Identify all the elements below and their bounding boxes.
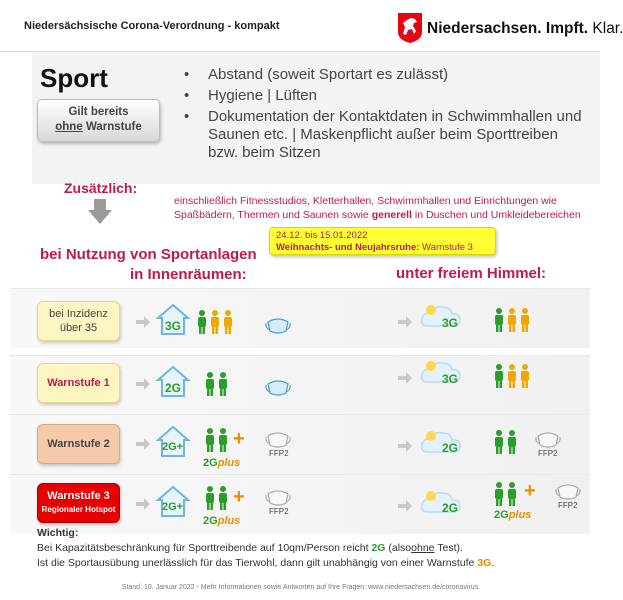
people-icon <box>197 310 237 336</box>
level-badge-warnstufe-2 <box>37 424 120 464</box>
sport-title: Sport <box>40 63 108 93</box>
level-badge-warnstufe-1 <box>37 363 120 403</box>
people-icon <box>494 430 522 456</box>
rule-tag: 2G <box>442 441 459 455</box>
gilt-bereits-badge <box>37 99 160 142</box>
logo-text <box>427 20 623 38</box>
arrow-right-icon <box>136 498 150 510</box>
people-icon <box>205 486 233 512</box>
people-icon <box>494 308 534 334</box>
level-label: Warnstufe 3 <box>47 490 110 502</box>
plus-text: plus <box>217 457 241 469</box>
2g-text: 2G <box>494 509 509 521</box>
level-label: Warnstufe 2 <box>47 438 110 450</box>
arrow-right-icon <box>398 500 412 512</box>
wichtig-line1-ohne: ohne <box>411 542 435 554</box>
holiday-label: Weihnachts- und Neujahrsruhe: <box>276 242 420 253</box>
wichtig-notes <box>37 526 597 571</box>
people-icon <box>494 364 534 390</box>
plus-icon: + <box>233 428 245 450</box>
ffp2-label: FFP2 <box>538 449 558 458</box>
ffp2-label: FFP2 <box>269 507 289 516</box>
ffp2-label: FFP2 <box>269 449 289 458</box>
rule-tag: 2G <box>442 501 459 515</box>
sport-rule: • Dokumentation der Kontaktdaten in Schwimmhallen und Saunen etc. | Maskenpflicht außer beim Sporttreiben bzw. beim Sitzen <box>184 108 589 162</box>
2g-text: 2G <box>203 457 218 469</box>
logo-claim-bold: Impft. <box>545 20 589 37</box>
sport-rules-list <box>184 66 589 165</box>
wichtig-line2-a: Ist die Sportausübung unerlässlich für das Tierwohl, dann gilt unabhängig von einer Warnstufe <box>37 557 475 569</box>
gilt-warnstufe: Warnstufe <box>85 121 142 133</box>
gilt-line1: Gilt bereits <box>68 106 129 118</box>
rule-tag: 2G <box>165 381 182 395</box>
rule-tag: 3G <box>165 319 182 333</box>
rule-tag: 2G+ <box>162 441 184 453</box>
ffp2-label: FFP2 <box>558 501 578 510</box>
zus-text-bold: generell <box>371 209 412 221</box>
zus-text-b: in Duschen und Umkleidebereichen <box>414 209 581 221</box>
ffp2-mask-icon <box>556 482 582 502</box>
gilt-ohne: ohne <box>55 121 83 133</box>
plus-icon: + <box>524 480 536 502</box>
arrow-right-icon <box>136 316 150 328</box>
indoor-heading-l1: bei Nutzung von Sportanlagen <box>40 246 257 263</box>
logo-name: Niedersachsen. <box>427 20 542 37</box>
wichtig-line1-c: Test). <box>437 542 463 554</box>
arrow-right-icon <box>398 372 412 384</box>
rule-tag: 2G+ <box>162 501 184 513</box>
level-label: bei Inzidenz über 35 <box>49 308 108 334</box>
rule-tag: 3G <box>442 316 459 330</box>
zus-text-a: einschließlich Fitnessstudios, Kletterhallen, Schwimmhallen und Einrichtungen wie Spaßbädern, Thermen und Saunen sowie <box>174 195 557 221</box>
horse-crest-icon <box>397 12 423 44</box>
zusaetzlich-text <box>174 194 594 222</box>
ffp2-mask-icon <box>536 430 562 450</box>
sport-rule: • Hygiene | Lüften <box>184 87 589 105</box>
arrow-right-icon <box>136 378 150 390</box>
wichtig-line1-a: Bei Kapazitätsbeschränkung für Sporttreibende auf 10qm/Person reicht <box>37 542 369 554</box>
wichtig-line2-end: . <box>491 557 495 569</box>
plus-text: plus <box>508 509 532 521</box>
people-icon <box>205 428 233 454</box>
plus-text: plus <box>217 515 241 527</box>
logo-claim: Klar. <box>592 20 623 37</box>
holiday-level: Warnstufe 3 <box>422 242 473 253</box>
2g-plus-label <box>203 457 240 469</box>
ffp2-mask-icon <box>266 430 292 450</box>
header-title: Niedersächsische Corona-Verordnung - kompakt <box>24 20 280 32</box>
arrow-right-icon <box>136 438 150 450</box>
holiday-notice <box>269 227 496 255</box>
level-sublabel: Regionaler Hotspot <box>41 505 116 514</box>
mask-icon <box>266 378 292 398</box>
plus-icon: + <box>233 486 245 508</box>
arrow-right-icon <box>398 316 412 328</box>
level-badge-inzidenz <box>37 301 120 341</box>
mask-icon <box>266 316 292 336</box>
rule-tag: 3G <box>442 372 459 386</box>
indoor-heading <box>40 245 270 285</box>
wichtig-heading: Wichtig: <box>37 527 79 539</box>
wichtig-line2-3g: 3G <box>477 557 492 569</box>
2g-text: 2G <box>203 515 218 527</box>
arrow-right-icon <box>398 440 412 452</box>
holiday-dates: 24.12. bis 15.01.2022 <box>276 230 368 241</box>
ffp2-mask-icon <box>266 488 292 508</box>
niedersachsen-logo <box>397 10 623 46</box>
people-icon <box>494 482 522 508</box>
level-label: Warnstufe 1 <box>47 377 110 389</box>
wichtig-line1-b: (also <box>388 542 412 554</box>
2g-plus-label <box>494 509 531 521</box>
people-icon <box>205 372 233 398</box>
level-badge-warnstufe-3 <box>37 483 120 523</box>
footer-text: Stand: 10. Januar 2022 - Mehr Informationen sowie Antworten auf Ihre Fragen: www.niedersachsen.de/coronavirus <box>121 584 479 591</box>
outdoor-heading: unter freiem Himmel: <box>396 265 547 282</box>
zusaetzlich-label: Zusätzlich: <box>64 180 138 196</box>
wichtig-line1-2g: 2G <box>371 542 386 554</box>
indoor-heading-l2: in Innenräumen: <box>130 266 247 283</box>
sport-rule: • Abstand (soweit Sportart es zulässt) <box>184 66 589 84</box>
down-arrow-icon <box>88 199 112 225</box>
